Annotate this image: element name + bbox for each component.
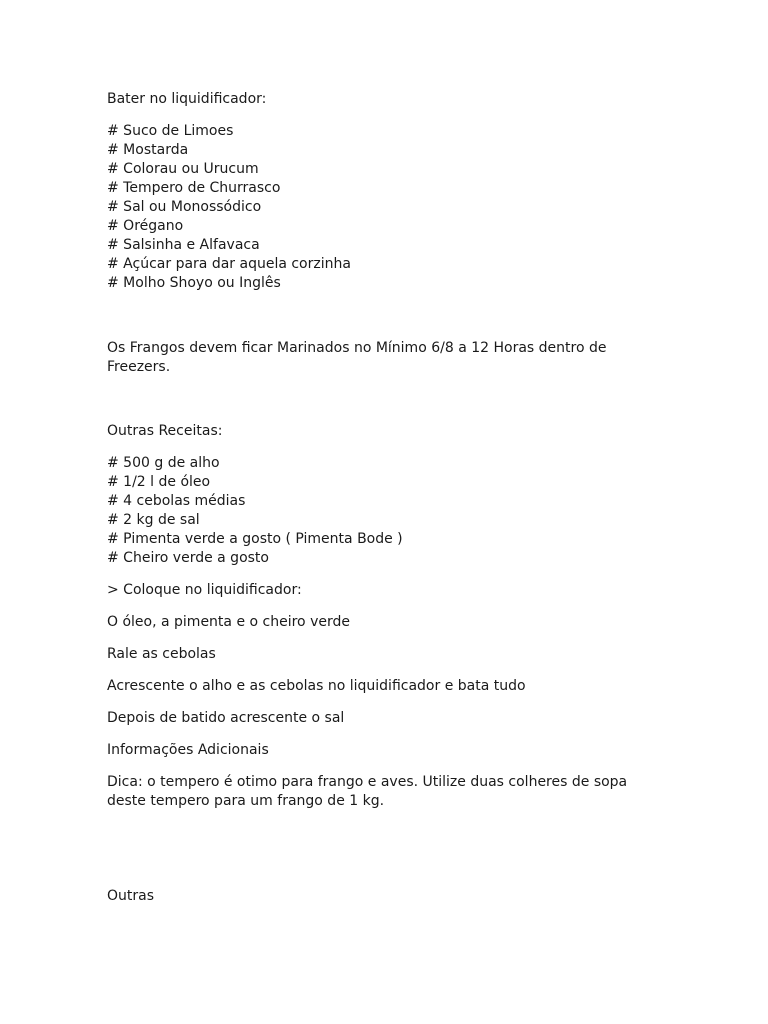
list-item: # Molho Shoyo ou Inglês bbox=[107, 275, 281, 291]
step-line: Depois de batido acrescente o sal bbox=[107, 710, 345, 726]
list-item: # Cheiro verde a gosto bbox=[107, 550, 269, 566]
step-line: Acrescente o alho e as cebolas no liquidificador e bata tudo bbox=[107, 678, 526, 694]
list-item: # Colorau ou Urucum bbox=[107, 161, 259, 177]
list-item: # Pimenta verde a gosto ( Pimenta Bode ) bbox=[107, 531, 403, 547]
step-line: O óleo, a pimenta e o cheiro verde bbox=[107, 614, 350, 630]
list-item: # Açúcar para dar aquela corzinha bbox=[107, 256, 351, 272]
step-line: Rale as cebolas bbox=[107, 646, 216, 662]
list-item: # 500 g de alho bbox=[107, 455, 220, 471]
marination-note: Os Frangos devem ficar Marinados no Mínimo 6/8 a 12 Horas dentro de Freezers. bbox=[107, 340, 607, 375]
section2-list bbox=[107, 454, 647, 568]
list-item: # Mostarda bbox=[107, 142, 189, 158]
list-item: # 1/2 l de óleo bbox=[107, 474, 211, 490]
list-item: # 2 kg de sal bbox=[107, 512, 200, 528]
list-item: # Orégano bbox=[107, 218, 184, 234]
step-line: > Coloque no liquidificador: bbox=[107, 582, 302, 598]
section2-heading: Outras Receitas: bbox=[107, 423, 223, 439]
list-item: # Tempero de Churrasco bbox=[107, 180, 281, 196]
footer-text: Outras bbox=[107, 888, 155, 904]
list-item: # 4 cebolas médias bbox=[107, 493, 246, 509]
additional-info-heading: Informações Adicionais bbox=[107, 742, 269, 758]
section1-list bbox=[107, 122, 647, 293]
list-item: # Salsinha e Alfavaca bbox=[107, 237, 260, 253]
tip-paragraph: Dica: o tempero é otimo para frango e aves. Utilize duas colheres de sopa deste tempero para um frango de 1 kg. bbox=[107, 774, 628, 809]
list-item: # Sal ou Monossódico bbox=[107, 199, 262, 215]
document-page bbox=[107, 90, 647, 906]
list-item: # Suco de Limoes bbox=[107, 123, 234, 139]
section1-heading: Bater no liquidificador: bbox=[107, 91, 267, 107]
